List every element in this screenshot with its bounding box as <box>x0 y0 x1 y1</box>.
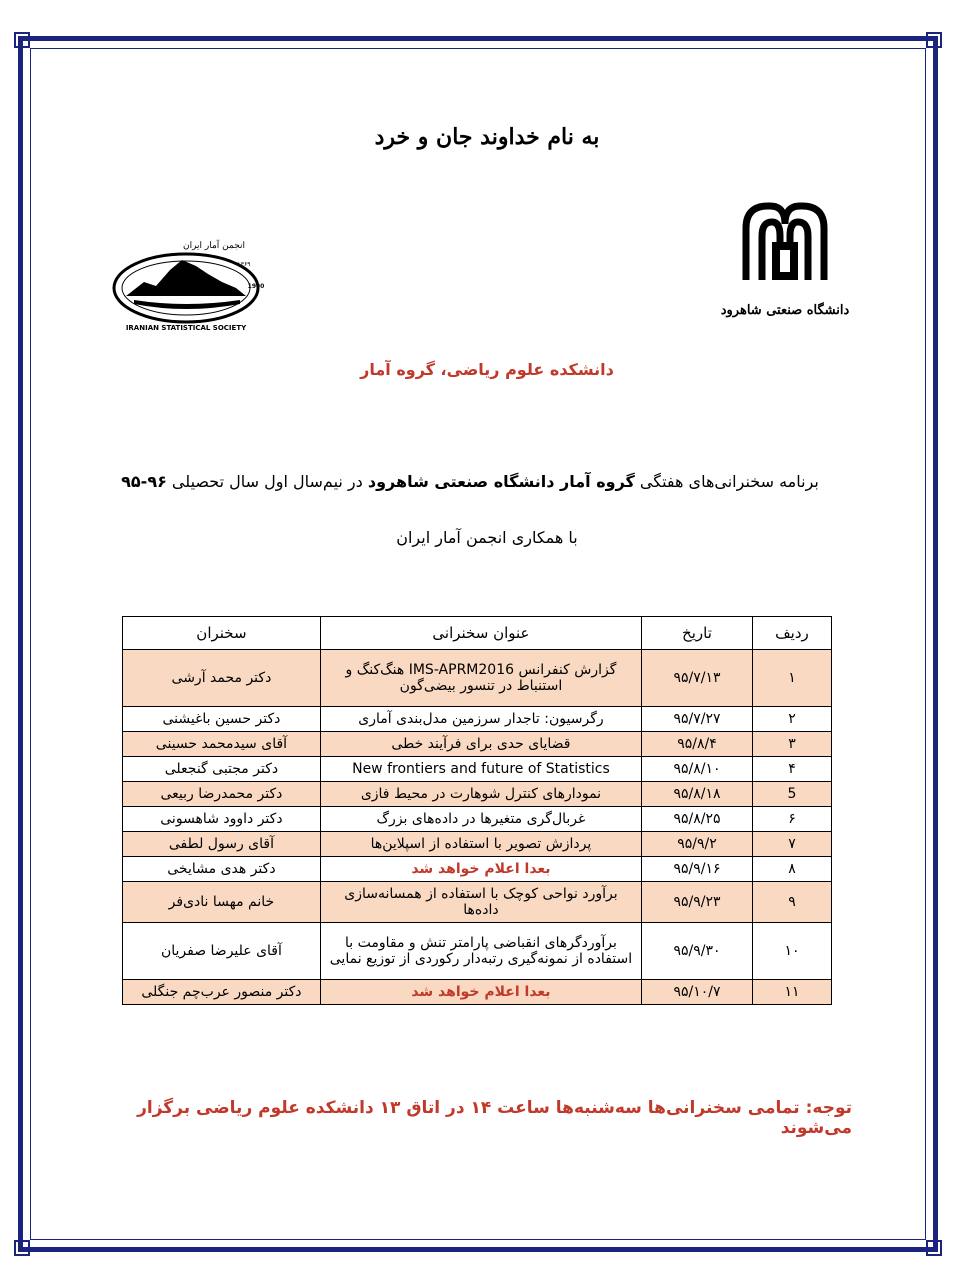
row-number: ۶ <box>752 807 831 832</box>
row-date: ۹۵/۸/۲۵ <box>642 807 753 832</box>
program-title-pre: برنامه سخنرانی‌های هفتگی <box>634 472 819 491</box>
row-date: ۹۵/۸/۱۰ <box>642 757 753 782</box>
program-title-mid: در نیم‌سال اول سال تحصیلی <box>166 472 368 491</box>
header-row-number: ردیف <box>752 617 831 650</box>
row-talk-title: قضایای حدی برای فرآیند خطی <box>320 732 641 757</box>
frame-corner-bottom-left <box>14 1240 30 1256</box>
university-name-logo: دانشگاه صنعتی شاهرود <box>720 303 850 318</box>
row-speaker: دکتر محمدرضا ربیعی <box>123 782 321 807</box>
table-row <box>123 832 832 857</box>
row-speaker: دکتر مجتبی گنجعلی <box>123 757 321 782</box>
iranian-statistical-society-logo <box>104 230 274 334</box>
table-row <box>123 882 832 923</box>
venue-notice: توجه: تمامی سخنرانی‌ها سه‌شنبه‌ها ساعت ۱۴ در اتاق ۱۳ دانشکده علوم ریاضی برگزار می‌شوند <box>137 1098 852 1138</box>
row-talk-title: برآوردگرهای انقباضی پارامتر تنش و مقاومت با استفاده از نمونه‌گیری رتبه‌دار رکوردی از توزیع نمایی <box>320 923 641 980</box>
society-name-fa: انجمن آمار ایران <box>182 241 246 251</box>
row-talk-title: رگرسیون: تاجدار سرزمین مدل‌بندی آماری <box>320 707 641 732</box>
frame-corner-bottom-right <box>926 1240 942 1256</box>
row-speaker: دکتر داوود شاهسونی <box>123 807 321 832</box>
program-title-bold: گروه آمار دانشگاه صنعتی شاهرود <box>367 472 635 491</box>
header-talk-title: عنوان سخنرانی <box>320 617 641 650</box>
collaboration-line: با همکاری انجمن آمار ایران <box>396 528 578 547</box>
table-row <box>123 650 832 707</box>
society-year-en: 1990 <box>247 283 265 290</box>
row-talk-title: غربال‌گری متغیرها در داده‌های بزرگ <box>320 807 641 832</box>
row-number: ۴ <box>752 757 831 782</box>
frame-corner-top-right <box>926 32 942 48</box>
faculty-title: دانشکده علوم ریاضی، گروه آمار <box>360 360 614 379</box>
table-row <box>123 980 832 1005</box>
row-speaker: آقای علیرضا صفریان <box>123 923 321 980</box>
program-title-year: ۹۶-۹۵ <box>121 472 167 491</box>
row-number: ۱۱ <box>752 980 831 1005</box>
talks-table <box>122 616 832 1005</box>
society-year-fa: ۱۳۶۹ <box>237 261 251 268</box>
row-date: ۹۵/۷/۱۳ <box>642 650 753 707</box>
program-title <box>100 472 840 491</box>
row-speaker: خانم مهسا نادی‌فر <box>123 882 321 923</box>
row-talk-title: برآورد نواحی کوچک با استفاده از همسانه‌سازی داده‌ها <box>320 882 641 923</box>
row-date: ۹۵/۹/۲۳ <box>642 882 753 923</box>
table-row <box>123 807 832 832</box>
row-date: ۹۵/۹/۱۶ <box>642 857 753 882</box>
row-speaker: آقای رسول لطفی <box>123 832 321 857</box>
table-row <box>123 732 832 757</box>
row-date: ۹۵/۹/۲ <box>642 832 753 857</box>
row-number: ۸ <box>752 857 831 882</box>
row-talk-title: بعدا اعلام خواهد شد <box>320 857 641 882</box>
table-row <box>123 857 832 882</box>
table-row <box>123 757 832 782</box>
frame-corner-top-left <box>14 32 30 48</box>
header-speaker: سخنران <box>123 617 321 650</box>
table-row <box>123 923 832 980</box>
row-number: ۲ <box>752 707 831 732</box>
row-speaker: آقای سیدمحمد حسینی <box>123 732 321 757</box>
row-date: ۹۵/۷/۲۷ <box>642 707 753 732</box>
row-number: ۳ <box>752 732 831 757</box>
shahrood-university-logo <box>720 192 850 326</box>
row-speaker: دکتر منصور عرب‌چم جنگلی <box>123 980 321 1005</box>
row-number: ۱ <box>752 650 831 707</box>
bismillah-heading: به نام خداوند جان و خرد <box>374 124 600 150</box>
table-header-row <box>123 617 832 650</box>
header-date: تاریخ <box>642 617 753 650</box>
row-talk-title: نمودارهای کنترل شوهارت در محیط فازی <box>320 782 641 807</box>
row-date: ۹۵/۸/۱۸ <box>642 782 753 807</box>
row-date: ۹۵/۱۰/۷ <box>642 980 753 1005</box>
table-row <box>123 707 832 732</box>
row-speaker: دکتر محمد آرشی <box>123 650 321 707</box>
row-number: ۹ <box>752 882 831 923</box>
row-number: ۱۰ <box>752 923 831 980</box>
row-date: ۹۵/۹/۳۰ <box>642 923 753 980</box>
row-talk-title: پردازش تصویر با استفاده از اسپلاین‌ها <box>320 832 641 857</box>
row-speaker: دکتر هدی مشایخی <box>123 857 321 882</box>
row-speaker: دکتر حسین باغیشنی <box>123 707 321 732</box>
row-talk-title: New frontiers and future of Statistics <box>320 757 641 782</box>
row-date: ۹۵/۸/۴ <box>642 732 753 757</box>
row-number: ۷ <box>752 832 831 857</box>
table-row <box>123 782 832 807</box>
row-talk-title: گزارش کنفرانس IMS-APRM2016 هنگ‌کنگ و استنباط در تنسور بیضی‌گون <box>320 650 641 707</box>
row-talk-title: بعدا اعلام خواهد شد <box>320 980 641 1005</box>
row-number: 5 <box>752 782 831 807</box>
society-name-en: IRANIAN STATISTICAL SOCIETY <box>125 324 247 332</box>
